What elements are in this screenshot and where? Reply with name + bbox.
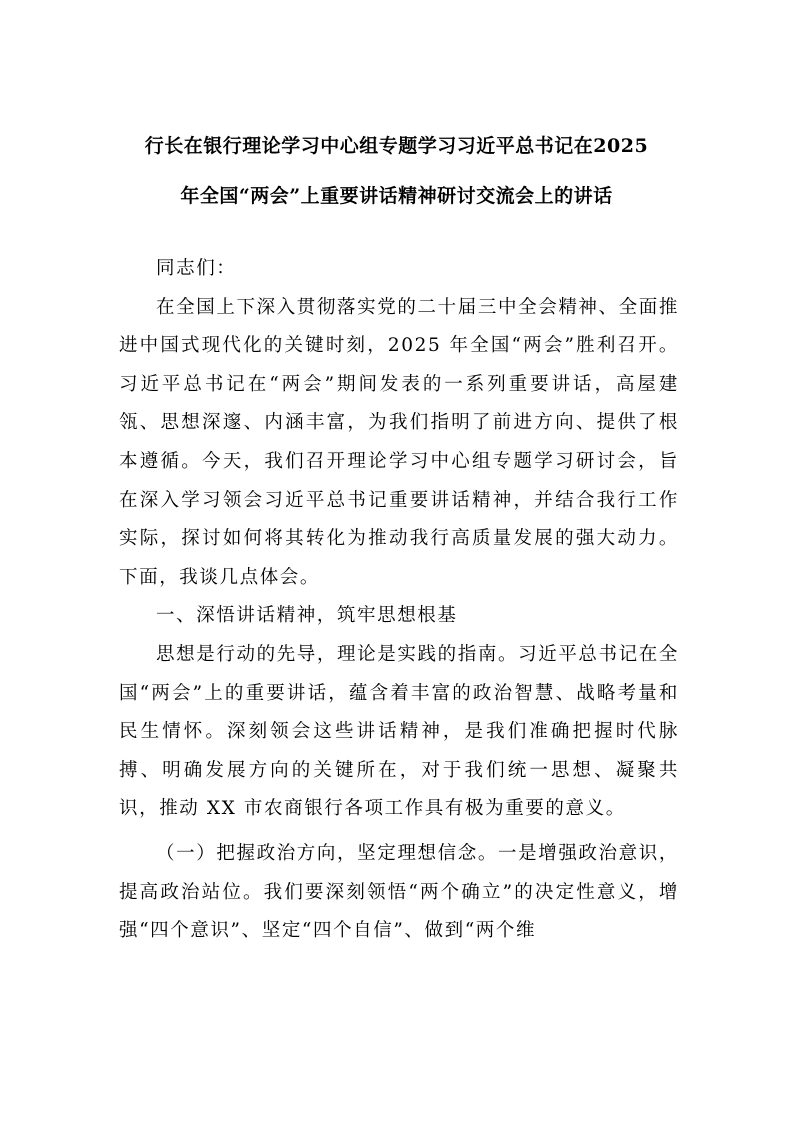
section-1-paragraph: 思想是行动的先导，理论是实践的指南。习近平总书记在全国“两会”上的重要讲话，蕴含着丰富的政治智慧、战略考量和民生情怀。深刻领会这些讲话精神，是我们准确把握时代脉搏、明确发展方向的关键所在，对于我们统一思想、凝聚共识，推动 XX 市农商银行各项工作具有极为重要的意义。 bbox=[119, 643, 679, 820]
subsection-1-paragraph: （一）把握政治方向，坚定理想信念。一是增强政治意识，提高政治站位。我们要深刻领悟“两个确立”的决定性意义，增强“四个意识”、坚定“四个自信”、做到“两个维 bbox=[119, 842, 679, 942]
document-title-line-1: 行长在银行理论学习中心组专题学习习近平总书记在2025 bbox=[144, 135, 649, 157]
document-body bbox=[119, 250, 679, 951]
intro-paragraph: 在全国上下深入贯彻落实党的二十届三中全会精神、全面推进中国式现代化的关键时刻，2025 年全国“两会”胜利召开。习近平总书记在“两会”期间发表的一系列重要讲话，高屋建瓴、思想深邃、内涵丰富，为我们指明了前进方向、提供了根本遵循。今天，我们召开理论学习中心组专题学习研讨会，旨在深入学习领会习近平总书记重要讲话精神，并结合我行工作实际，探讨如何将其转化为推动我行高质量发展的强大动力。下面，我谈几点体会。 bbox=[119, 296, 679, 588]
greeting: 同志们： bbox=[156, 258, 237, 279]
document-title-line-2: 年全国“两会”上重要讲话精神研讨交流会上的讲话 bbox=[180, 185, 613, 207]
section-1-heading: 一、深悟讲话精神，筑牢思想根基 bbox=[156, 605, 458, 627]
